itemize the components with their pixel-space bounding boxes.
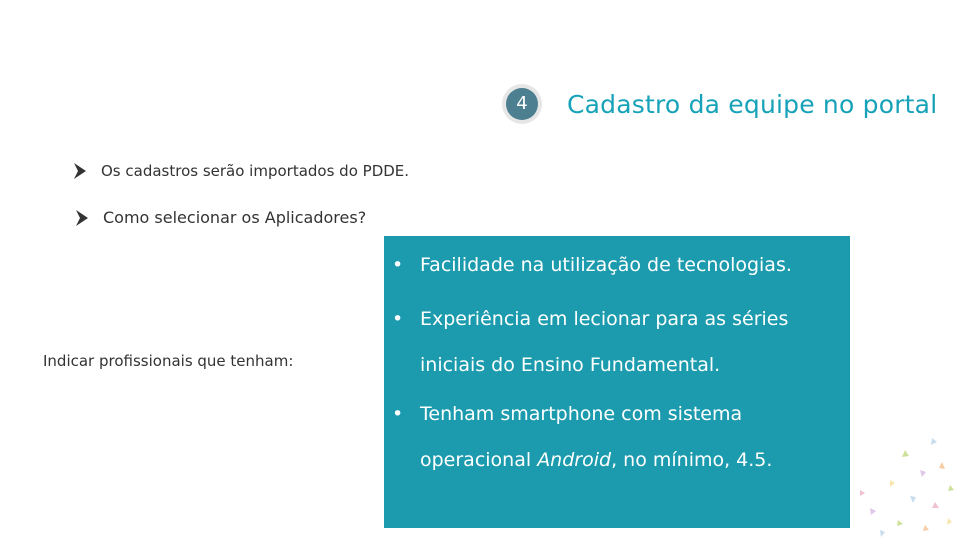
slide-title: Cadastro da equipe no portal: [567, 90, 938, 119]
bullet-import: [73, 162, 409, 180]
bullet-dot-icon: •: [392, 254, 404, 276]
bullet-text: Como selecionar os Aplicadores?: [103, 208, 367, 227]
requirement-text: Tenham smartphone com sistema: [420, 403, 743, 425]
android-text: Android: [537, 449, 612, 471]
requirement-item: [392, 242, 792, 288]
bullet-dot-icon: •: [392, 403, 404, 425]
requirement-item: [392, 296, 788, 388]
requirement-text-suffix: , no mínimo, 4.5.: [611, 449, 773, 471]
requirement-text-cont: iniciais do Ensino Fundamental.: [420, 354, 721, 376]
requirement-text: Facilidade na utilização de tecnologias.: [420, 254, 792, 276]
step-badge: [502, 84, 542, 124]
step-number: 4: [506, 88, 538, 120]
requirement-item: [392, 391, 772, 483]
requirements-panel: [384, 236, 850, 528]
requirement-text-prefix: operacional: [420, 449, 538, 471]
side-label: Indicar profissionais que tenham:: [43, 352, 294, 370]
arrowhead-bullet-icon: [75, 209, 89, 227]
bullet-text: Os cadastros serão importados do PDDE.: [101, 162, 410, 180]
decorative-confetti: [850, 430, 960, 540]
requirement-text-cont: [392, 437, 772, 483]
bullet-dot-icon: •: [392, 308, 404, 330]
requirement-text: Experiência em lecionar para as séries: [420, 308, 789, 330]
bullet-question: [75, 208, 366, 227]
arrowhead-bullet-icon: [73, 162, 87, 180]
